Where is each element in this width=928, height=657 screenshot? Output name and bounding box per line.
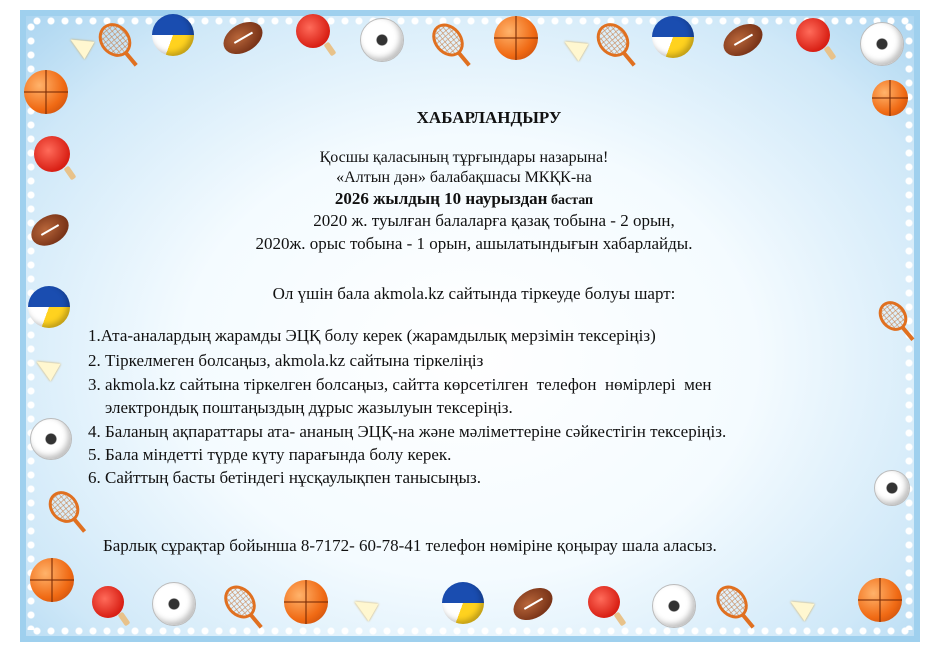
list-item: электрондық поштаңыздың дұрыс жазылуын тексеріңіз. xyxy=(88,398,513,417)
intro-line-2: «Алтын дән» балабақшасы МКҚК-на xyxy=(336,169,592,186)
start-date: 2026 жылдың 10 наурыздан xyxy=(334,189,548,208)
list-item: 1.Ата-аналардың жарамды ЭЦҚ болу керек (жарамдылық мерзімін тексеріңіз) xyxy=(88,326,656,345)
page-title: ХАБАРЛАНДЫРУ xyxy=(416,108,562,127)
start-suffix: бастап xyxy=(547,193,594,208)
list-item: 6. Сайттың басты бетіндегі нұсқаулықпен танысыңыз. xyxy=(88,468,481,487)
intro-line-4: 2020 ж. туылған балаларға қазақ тобына - 2 орын, xyxy=(313,211,675,230)
list-item: 2. Тіркелмеген болсаңыз, akmola.kz сайтына тіркеліңіз xyxy=(88,351,484,370)
contact-line: Барлық сұрақтар бойынша 8-7172- 60-78-41 телефон нөміріне қоңырау шала аласыз. xyxy=(103,536,717,555)
list-item: 4. Баланың ақпараттары ата- ананың ЭЦҚ-на және мәліметтеріне сәйкестігін тексеріңіз. xyxy=(88,422,727,441)
list-item: 3. akmola.kz сайтына тіркелген болсаңыз, сайтта көрсетілген телефон нөмірлері мен xyxy=(88,375,712,394)
intro-line-1: Қосшы қаласының тұрғындары назарына! xyxy=(319,149,609,166)
intro-line-3 xyxy=(0,189,928,211)
condition-line: Ол үшін бала akmola.kz сайтында тіркеуде болуы шарт: xyxy=(272,284,676,303)
intro-line-5: 2020ж. орыс тобына - 1 орын, ашылатындығын хабарлайды. xyxy=(255,234,693,253)
list-item: 5. Бала міндетті түрде күту парағында болу керек. xyxy=(88,445,452,464)
